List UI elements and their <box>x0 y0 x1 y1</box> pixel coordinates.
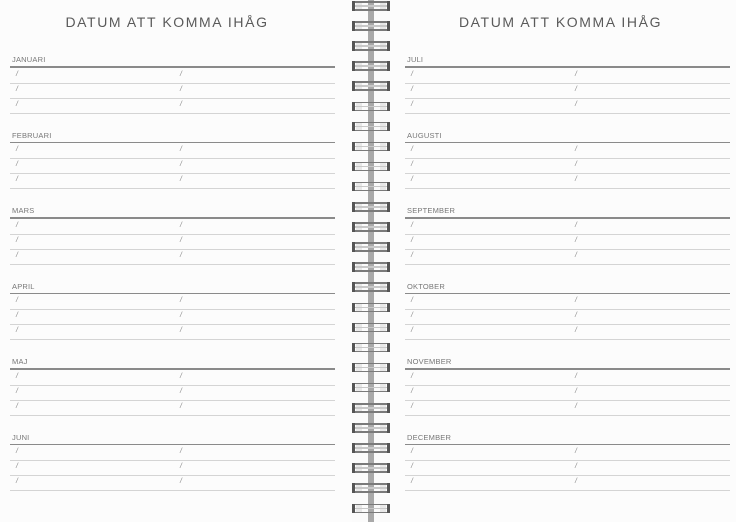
date-entry-row[interactable] <box>10 309 335 325</box>
spiral-loop <box>352 61 390 71</box>
date-slash: / <box>16 100 18 108</box>
date-entry-row[interactable] <box>405 173 730 189</box>
spiral-binding <box>350 0 392 522</box>
date-entry-row[interactable] <box>10 173 335 189</box>
date-entry-row[interactable] <box>405 83 730 99</box>
date-slash: / <box>575 161 577 168</box>
date-entry-row[interactable] <box>10 68 335 84</box>
spiral-loop <box>352 242 390 252</box>
date-slash: / <box>180 312 182 319</box>
date-slash: / <box>411 70 413 78</box>
month-section-december <box>405 432 730 498</box>
date-slash: / <box>411 161 413 168</box>
date-entry-row[interactable] <box>405 98 730 114</box>
spiral-loop <box>352 303 390 313</box>
month-label: JUNI <box>12 432 30 442</box>
date-entry-row[interactable] <box>405 445 730 461</box>
month-label: OKTOBER <box>407 281 445 291</box>
spiral-loop <box>352 463 390 473</box>
spiral-loop <box>352 222 390 232</box>
date-entry-row[interactable] <box>10 324 335 340</box>
month-label: AUGUSTI <box>407 130 442 140</box>
month-section-april <box>10 281 335 347</box>
month-section-mars <box>10 206 335 271</box>
date-slash: / <box>180 176 182 183</box>
date-slash: / <box>16 387 18 395</box>
month-section-september <box>405 206 730 271</box>
month-section-januari <box>10 55 335 120</box>
date-slash: / <box>180 70 182 78</box>
date-slash: / <box>575 146 577 153</box>
date-entry-row[interactable] <box>405 370 730 386</box>
date-entry-row[interactable] <box>405 294 730 310</box>
date-entry-row[interactable] <box>10 294 335 310</box>
month-section-februari <box>10 130 335 196</box>
date-slash: / <box>16 251 18 259</box>
date-entry-row[interactable] <box>10 475 335 491</box>
date-entry-row[interactable] <box>10 460 335 476</box>
month-section-augusti <box>405 130 730 196</box>
date-slash: / <box>180 161 182 168</box>
month-section-oktober <box>405 281 730 347</box>
date-entry-row[interactable] <box>10 385 335 401</box>
spiral-loop <box>352 483 390 493</box>
left-page <box>0 0 352 522</box>
month-label: SEPTEMBER <box>407 206 456 215</box>
date-entry-row[interactable] <box>405 324 730 340</box>
date-slash: / <box>575 402 577 410</box>
date-slash: / <box>575 463 577 470</box>
date-slash: / <box>411 236 413 244</box>
date-slash: / <box>575 221 577 229</box>
month-label: FEBRUARI <box>12 130 52 140</box>
spiral-loop <box>352 122 390 132</box>
month-section-juli <box>405 55 730 120</box>
date-entry-row[interactable] <box>405 385 730 401</box>
date-entry-row[interactable] <box>10 445 335 461</box>
page-title: DATUM ATT KOMMA IHÅG <box>458 14 663 30</box>
date-slash: / <box>575 70 577 78</box>
month-section-november <box>405 357 730 422</box>
date-entry-row[interactable] <box>10 83 335 99</box>
date-entry-row[interactable] <box>10 400 335 416</box>
month-label: DECEMBER <box>407 432 452 442</box>
spiral-loop <box>352 1 390 11</box>
date-slash: / <box>411 312 413 319</box>
spiral-loop <box>352 282 390 292</box>
date-slash: / <box>411 176 413 183</box>
date-slash: / <box>180 327 182 334</box>
date-slash: / <box>180 297 182 304</box>
date-slash: / <box>575 448 577 455</box>
date-slash: / <box>180 448 182 455</box>
date-slash: / <box>180 146 182 153</box>
date-slash: / <box>575 478 577 485</box>
date-slash: / <box>16 327 18 334</box>
date-slash: / <box>16 221 18 229</box>
date-slash: / <box>180 236 182 244</box>
date-slash: / <box>411 387 413 395</box>
date-entry-row[interactable] <box>10 98 335 114</box>
spiral-loop <box>352 202 390 212</box>
date-slash: / <box>575 387 577 395</box>
spiral-loop <box>352 162 390 172</box>
spiral-loop <box>352 142 390 152</box>
date-slash: / <box>411 251 413 259</box>
date-slash: / <box>411 402 413 410</box>
date-slash: / <box>16 85 18 93</box>
date-slash: / <box>411 100 413 108</box>
spiral-loop <box>352 423 390 433</box>
date-slash: / <box>16 161 18 168</box>
date-slash: / <box>16 176 18 183</box>
month-label: NOVEMBER <box>407 357 452 366</box>
date-slash: / <box>411 327 413 334</box>
date-entry-row[interactable] <box>10 143 335 159</box>
date-slash: / <box>180 372 182 380</box>
date-slash: / <box>411 85 413 93</box>
date-slash: / <box>16 297 18 304</box>
date-slash: / <box>16 70 18 78</box>
date-slash: / <box>180 387 182 395</box>
month-section-juni <box>10 432 335 498</box>
date-slash: / <box>575 100 577 108</box>
date-slash: / <box>180 221 182 229</box>
date-slash: / <box>411 146 413 153</box>
date-slash: / <box>575 372 577 380</box>
spiral-loop <box>352 403 390 413</box>
date-entry-row[interactable] <box>405 400 730 416</box>
date-slash: / <box>16 312 18 319</box>
spiral-loop <box>352 182 390 192</box>
date-slash: / <box>411 221 413 229</box>
spiral-loop <box>352 323 390 333</box>
date-slash: / <box>411 448 413 455</box>
date-slash: / <box>575 297 577 304</box>
date-slash: / <box>575 312 577 319</box>
date-slash: / <box>411 478 413 485</box>
date-entry-row[interactable] <box>405 234 730 250</box>
date-entry-row[interactable] <box>405 143 730 159</box>
date-slash: / <box>575 251 577 259</box>
date-slash: / <box>180 251 182 259</box>
date-slash: / <box>411 297 413 304</box>
spiral-loop <box>352 102 390 112</box>
spiral-loop <box>352 504 390 514</box>
date-slash: / <box>180 402 182 410</box>
date-entry-row[interactable] <box>10 219 335 235</box>
month-label: MARS <box>12 206 35 215</box>
date-entry-row[interactable] <box>10 249 335 265</box>
spiral-loop <box>352 81 390 91</box>
date-slash: / <box>16 372 18 380</box>
date-slash: / <box>180 85 182 93</box>
date-slash: / <box>16 448 18 455</box>
date-entry-row[interactable] <box>405 68 730 84</box>
date-entry-row[interactable] <box>405 475 730 491</box>
month-label: JANUARI <box>12 55 46 64</box>
spiral-loop <box>352 262 390 272</box>
date-entry-row[interactable] <box>405 158 730 174</box>
spiral-loop <box>352 21 390 31</box>
date-slash: / <box>575 327 577 334</box>
date-slash: / <box>575 176 577 183</box>
date-slash: / <box>411 372 413 380</box>
month-section-maj <box>10 357 335 422</box>
date-slash: / <box>575 85 577 93</box>
right-page <box>390 0 736 522</box>
spiral-loop <box>352 363 390 373</box>
month-label: APRIL <box>12 281 35 291</box>
date-slash: / <box>16 236 18 244</box>
date-slash: / <box>575 236 577 244</box>
date-slash: / <box>16 402 18 410</box>
month-label: JULI <box>407 55 424 64</box>
date-slash: / <box>16 463 18 470</box>
date-slash: / <box>16 146 18 153</box>
date-entry-row[interactable] <box>405 249 730 265</box>
spiral-loop <box>352 41 390 51</box>
month-label: MAJ <box>12 357 28 366</box>
date-entry-row[interactable] <box>10 158 335 174</box>
date-slash: / <box>411 463 413 470</box>
spiral-loop <box>352 443 390 453</box>
date-slash: / <box>180 478 182 485</box>
date-entry-row[interactable] <box>405 460 730 476</box>
date-slash: / <box>180 463 182 470</box>
date-entry-row[interactable] <box>405 309 730 325</box>
spiral-loop <box>352 383 390 393</box>
date-entry-row[interactable] <box>405 219 730 235</box>
date-entry-row[interactable] <box>10 234 335 250</box>
date-entry-row[interactable] <box>10 370 335 386</box>
date-slash: / <box>16 478 18 485</box>
date-slash: / <box>180 100 182 108</box>
spiral-loop <box>352 343 390 353</box>
page-title: DATUM ATT KOMMA IHÅG <box>65 14 269 30</box>
